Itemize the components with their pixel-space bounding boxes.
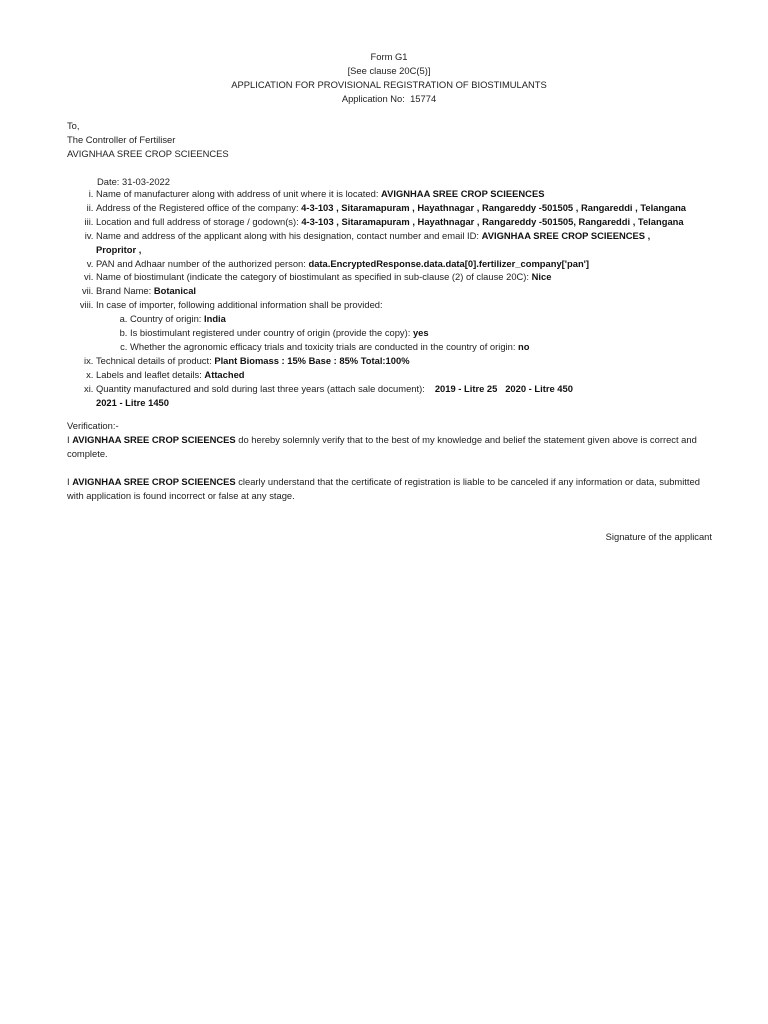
verification-section xyxy=(67,419,707,503)
item-value: data.EncryptedResponse.data.data[0].fertilizer_company['pan'] xyxy=(308,257,590,269)
item-value: Plant Biomass : 15% Base : 85% Total:100% xyxy=(214,354,410,366)
subitem-label: Country of origin: xyxy=(130,313,202,325)
subitem-country-of-origin xyxy=(130,312,736,326)
item-applicant xyxy=(96,229,736,257)
item-label: Name of manufacturer along with address of unit where it is located: xyxy=(96,188,379,199)
form-header xyxy=(0,50,768,106)
item-biostimulant-name xyxy=(96,270,736,284)
item-technical-details xyxy=(96,354,736,368)
item-importer-info xyxy=(96,298,736,354)
item-label: In case of importer, following additional information shall be provided: xyxy=(96,299,383,311)
subitem-value: no xyxy=(518,340,530,352)
quantity-2019: 2019 - Litre 25 xyxy=(434,382,498,394)
to-label: To, xyxy=(67,120,80,131)
quantity-2021: 2021 - Litre 1450 xyxy=(96,396,169,408)
subitem-trials-conducted xyxy=(130,340,736,354)
subitem-value: yes xyxy=(412,327,429,339)
application-number-label: Application No: xyxy=(341,93,405,104)
quantity-2020: 2020 - Litre 450 xyxy=(505,382,573,394)
item-label: PAN and Adhaar number of the authorized person: xyxy=(96,257,306,269)
item-registered-office xyxy=(96,201,736,215)
addressee-title: The Controller of Fertiliser xyxy=(67,134,176,145)
verification-heading: Verification:- xyxy=(67,420,119,431)
addressee-company: AVIGNHAA SREE CROP SCIEENCES xyxy=(67,148,229,159)
importer-subitems xyxy=(96,312,736,354)
pronoun: I xyxy=(67,476,70,487)
item-storage-address xyxy=(96,215,736,229)
subitem-value: India xyxy=(204,313,226,325)
item-value: 4-3-103 , Sitaramapuram , Hayathnagar , Rangareddy -501505 , Rangareddi , Telangana xyxy=(301,201,687,213)
verification-company: AVIGNHAA SREE CROP SCIEENCES xyxy=(72,434,236,445)
item-quantity-sold xyxy=(96,382,736,410)
item-manufacturer xyxy=(96,187,736,201)
subitem-label: Whether the agronomic efficacy trials and toxicity trials are conducted in the country of origin: xyxy=(130,340,516,352)
form-name: Form G1 xyxy=(370,51,408,62)
application-number xyxy=(0,92,768,106)
verification-statement-2 xyxy=(67,475,707,503)
subitem-registered-in-origin xyxy=(130,326,736,340)
item-label: Technical details of product: xyxy=(96,354,212,366)
item-label: Quantity manufactured and sold during last three years (attach sale document): xyxy=(96,382,425,394)
pronoun: I xyxy=(67,434,70,445)
statement-text: clearly understand that the certificate of registration is liable to be canceled if any information or data, submitted with application is found incorrect or false at any stage. xyxy=(67,476,700,501)
item-label: Labels and leaflet details: xyxy=(96,368,202,380)
subitem-label: Is biostimulant registered under country of origin (provide the copy): xyxy=(130,327,411,339)
item-value: Attached xyxy=(204,368,245,380)
item-brand-name xyxy=(96,284,736,298)
item-value: Nice xyxy=(531,271,552,283)
item-label: Address of the Registered office of the company: xyxy=(96,201,299,213)
item-labels-leaflet xyxy=(96,368,736,382)
application-date: Date: 31-03-2022 xyxy=(97,176,170,187)
verification-statement-1 xyxy=(67,433,707,461)
item-value: AVIGNHAA SREE CROP SCIEENCES , xyxy=(481,229,651,241)
item-pan-adhaar xyxy=(96,257,736,271)
signature-label: Signature of the applicant xyxy=(605,531,712,542)
item-value: Botanical xyxy=(153,285,197,297)
item-label: Name of biostimulant (indicate the category of biostimulant as specified in sub-clause (2) of clause 20C): xyxy=(96,271,530,283)
statement-text: do hereby solemnly verify that to the best of my knowledge and belief the statement given above is correct and complete. xyxy=(67,434,697,459)
item-value: AVIGNHAA SREE CROP SCIEENCES xyxy=(381,188,545,199)
application-items xyxy=(96,187,736,410)
application-number-value: 15774 xyxy=(410,93,437,104)
item-label: Location and full address of storage / godown(s): xyxy=(96,215,299,227)
item-label: Name and address of the applicant along with his designation, contact number and email ID: xyxy=(96,229,480,241)
clause-reference: [See clause 20C(5)] xyxy=(347,65,431,76)
verification-company: AVIGNHAA SREE CROP SCIEENCES xyxy=(72,476,236,487)
item-label: Brand Name: xyxy=(96,285,152,297)
item-value-designation: Propritor , xyxy=(96,243,142,255)
addressee-block xyxy=(67,119,229,161)
item-value: 4-3-103 , Sitaramapuram , Hayathnagar , Rangareddy -501505, Rangareddi , Telangana xyxy=(301,215,684,227)
form-title: APPLICATION FOR PROVISIONAL REGISTRATION OF BIOSTIMULANTS xyxy=(231,79,547,90)
